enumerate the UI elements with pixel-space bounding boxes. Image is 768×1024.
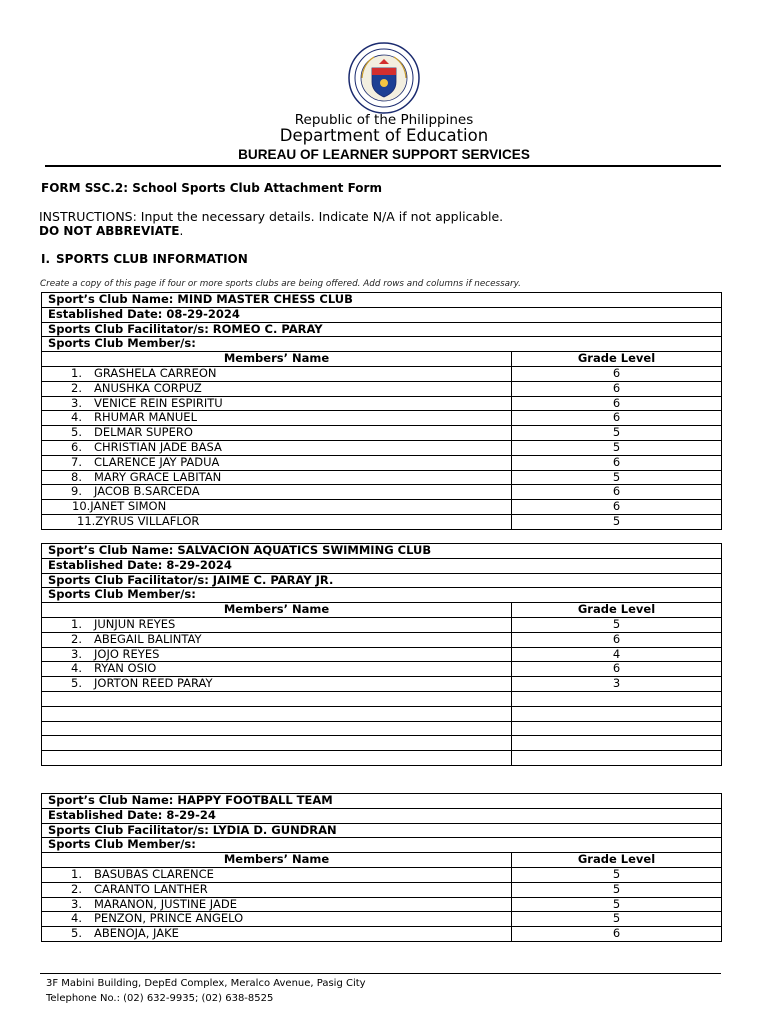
footer-divider: [40, 973, 721, 974]
table-row: [42, 500, 722, 515]
header-department: Department of Education: [279, 126, 489, 145]
club-facilitator: Sports Club Facilitator/s: JAIME C. PARAY JR.: [42, 573, 722, 588]
member-grade: 5: [512, 426, 722, 441]
member-name: 4. RHUMAR MANUEL: [42, 411, 512, 426]
members-name-header: Members’ Name: [42, 853, 512, 868]
table-row: [42, 366, 722, 381]
table-row: [42, 751, 722, 766]
section-note: Create a copy of this page if four or more sports clubs are being offered. Add rows and columns if necessary.: [40, 279, 521, 289]
member-grade: 3: [512, 677, 722, 692]
member-name: 1. BASUBAS CLARENCE: [42, 867, 512, 882]
member-name: 1. JUNJUN REYES: [42, 617, 512, 632]
member-grade: 4: [512, 647, 722, 662]
member-grade: 5: [512, 514, 722, 529]
member-name: 2. ABEGAIL BALINTAY: [42, 632, 512, 647]
member-grade: 5: [512, 912, 722, 927]
instructions-emphasis: DO NOT ABBREVIATE.: [39, 224, 184, 238]
member-grade: 5: [512, 897, 722, 912]
club-facilitator: Sports Club Facilitator/s: ROMEO C. PARAY: [42, 322, 722, 337]
member-grade: 6: [512, 455, 722, 470]
member-name: 11.ZYRUS VILLAFLOR: [42, 514, 512, 529]
club-date: Established Date: 8-29-24: [42, 808, 722, 823]
table-row: [42, 396, 722, 411]
member-name: [42, 721, 512, 736]
section-heading: I. SPORTS CLUB INFORMATION: [41, 252, 248, 266]
grade-level-header: Grade Level: [512, 603, 722, 618]
member-grade: 5: [512, 440, 722, 455]
member-grade: 6: [512, 396, 722, 411]
table-row: [42, 381, 722, 396]
members-name-header: Members’ Name: [42, 603, 512, 618]
table-row: [42, 514, 722, 529]
table-row: [42, 470, 722, 485]
member-name: 1. GRASHELA CARREON: [42, 366, 512, 381]
table-row: [42, 721, 722, 736]
table-row: [42, 691, 722, 706]
club-date: Established Date: 08-29-2024: [42, 307, 722, 322]
header-divider: [45, 165, 721, 167]
member-grade: 6: [512, 485, 722, 500]
member-name: 6. CHRISTIAN JADE BASA: [42, 440, 512, 455]
member-grade: [512, 721, 722, 736]
member-grade: 6: [512, 366, 722, 381]
member-grade: 6: [512, 632, 722, 647]
member-grade: 5: [512, 882, 722, 897]
table-row: [42, 455, 722, 470]
club-members-label: Sports Club Member/s:: [42, 588, 722, 603]
member-name: 5. JORTON REED PARAY: [42, 677, 512, 692]
table-row: [42, 411, 722, 426]
table-row: [42, 426, 722, 441]
header-republic: Republic of the Philippines: [294, 112, 474, 128]
header-bureau: BUREAU OF LEARNER SUPPORT SERVICES: [238, 146, 530, 162]
table-row: [42, 706, 722, 721]
club-name: Sport’s Club Name: MIND MASTER CHESS CLUB: [42, 293, 722, 308]
club-name: Sport’s Club Name: SALVACION AQUATICS SWIMMING CLUB: [42, 544, 722, 559]
member-name: 7. CLARENCE JAY PADUA: [42, 455, 512, 470]
table-row: [42, 485, 722, 500]
member-grade: 5: [512, 867, 722, 882]
table-row: [42, 617, 722, 632]
table-row: [42, 647, 722, 662]
member-name: 10.JANET SIMON: [42, 500, 512, 515]
member-grade: [512, 736, 722, 751]
table-row: [42, 897, 722, 912]
member-grade: 6: [512, 500, 722, 515]
member-name: 5. DELMAR SUPERO: [42, 426, 512, 441]
table-row: [42, 927, 722, 942]
members-name-header: Members’ Name: [42, 352, 512, 367]
member-name: [42, 691, 512, 706]
member-grade: 5: [512, 470, 722, 485]
member-name: 4. PENZON, PRINCE ANGELO: [42, 912, 512, 927]
grade-level-header: Grade Level: [512, 853, 722, 868]
member-name: [42, 736, 512, 751]
member-grade: 6: [512, 927, 722, 942]
club-name: Sport’s Club Name: HAPPY FOOTBALL TEAM: [42, 794, 722, 809]
deped-seal-logo: [348, 42, 420, 114]
member-grade: [512, 706, 722, 721]
club-members-label: Sports Club Member/s:: [42, 337, 722, 352]
member-name: 3. VENICE REIN ESPIRITU: [42, 396, 512, 411]
member-name: [42, 751, 512, 766]
footer-address: 3F Mabini Building, DepEd Complex, Meralco Avenue, Pasig City: [46, 978, 366, 989]
member-name: [42, 706, 512, 721]
member-grade: 6: [512, 411, 722, 426]
member-name: 3. JOJO REYES: [42, 647, 512, 662]
table-row: [42, 677, 722, 692]
member-grade: 6: [512, 381, 722, 396]
grade-level-header: Grade Level: [512, 352, 722, 367]
club-table-3: [41, 793, 722, 942]
member-name: 8. MARY GRACE LABITAN: [42, 470, 512, 485]
member-grade: 5: [512, 617, 722, 632]
club-date: Established Date: 8-29-2024: [42, 558, 722, 573]
club-table-2: [41, 543, 722, 766]
table-row: [42, 662, 722, 677]
club-facilitator: Sports Club Facilitator/s: LYDIA D. GUNDRAN: [42, 823, 722, 838]
member-name: 2. ANUSHKA CORPUZ: [42, 381, 512, 396]
member-name: 3. MARANON, JUSTINE JADE: [42, 897, 512, 912]
footer-phone: Telephone No.: (02) 632-9935; (02) 638-8525: [46, 993, 274, 1004]
member-name: 4. RYAN OSIO: [42, 662, 512, 677]
table-row: [42, 867, 722, 882]
member-name: 5. ABENOJA, JAKE: [42, 927, 512, 942]
table-row: [42, 882, 722, 897]
club-members-label: Sports Club Member/s:: [42, 838, 722, 853]
member-grade: [512, 751, 722, 766]
member-grade: [512, 691, 722, 706]
table-row: [42, 440, 722, 455]
member-grade: 6: [512, 662, 722, 677]
table-row: [42, 912, 722, 927]
table-row: [42, 632, 722, 647]
member-name: 9. JACOB B.SARCEDA: [42, 485, 512, 500]
instructions: INSTRUCTIONS: Input the necessary details. Indicate N/A if not applicable.: [39, 209, 504, 224]
form-title: FORM SSC.2: School Sports Club Attachment Form: [41, 181, 382, 195]
table-row: [42, 736, 722, 751]
member-name: 2. CARANTO LANTHER: [42, 882, 512, 897]
club-table-1: [41, 292, 722, 530]
